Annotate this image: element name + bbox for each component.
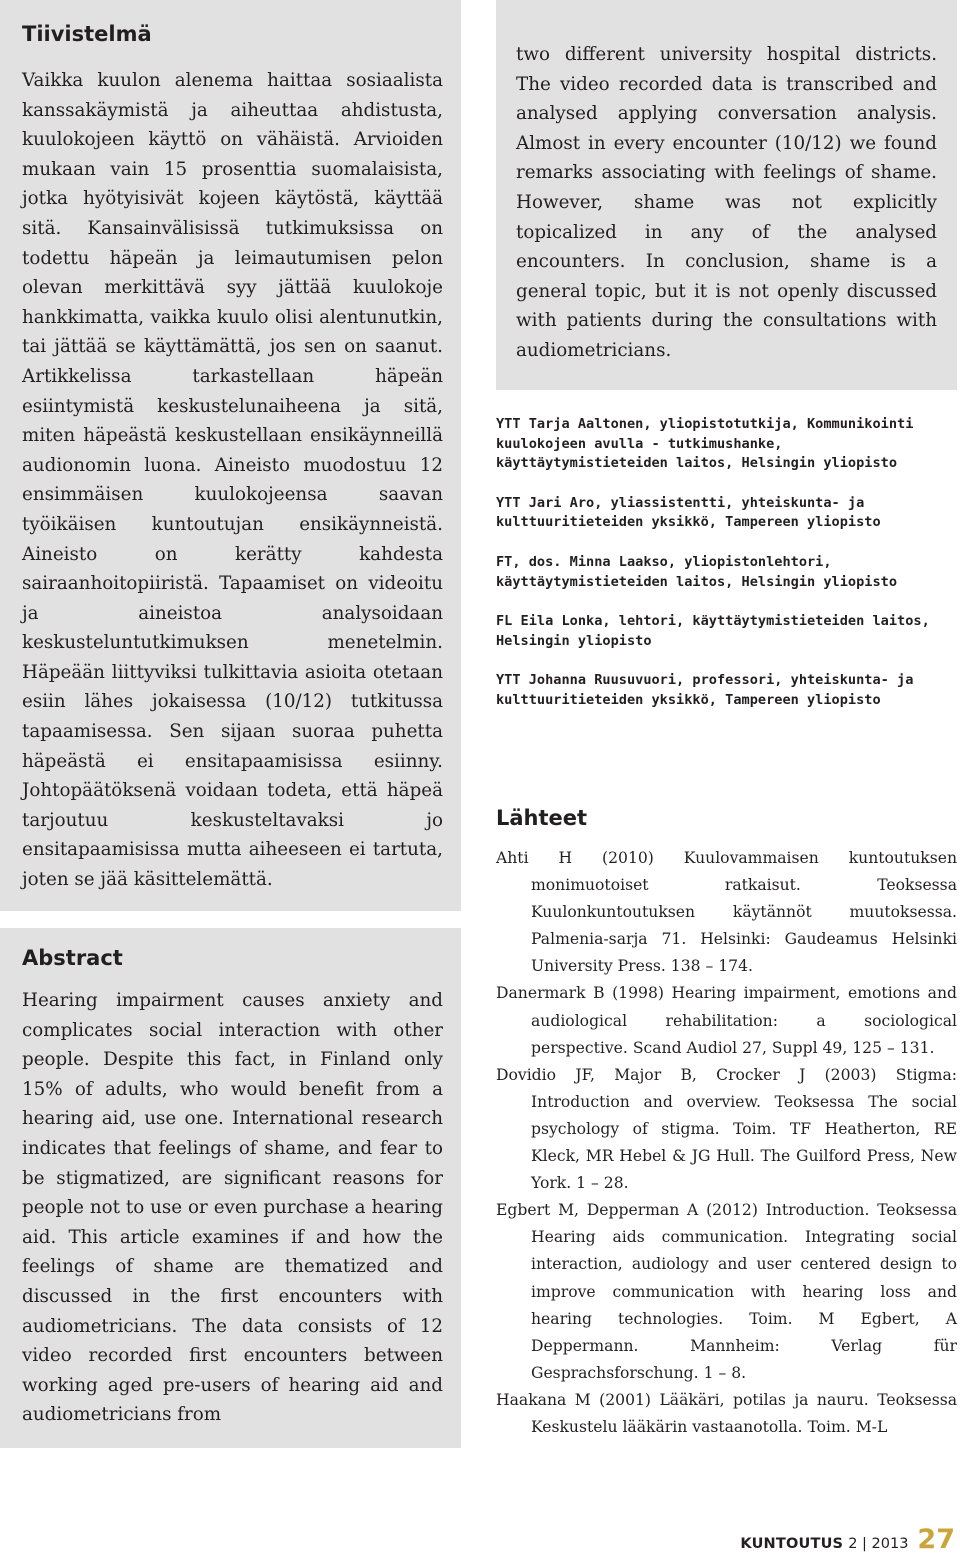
reference-item: Egbert M, Depperman A (2012) Introduction. Teoksessa Hearing aids communication. Integrating social interaction, audiology and user centered design to improve communication with hearing loss and hearing technologies. Toim. M Egbert, A Deppermann. Mannheim: Verlag für Gesprachsforschung. 1 – 8.	[496, 1201, 957, 1382]
reference-item: Ahti H (2010) Kuulovammaisen kuntoutuksen monimuotoiset ratkaisut. Teoksessa Kuulonkuntoutuksen käytännöt muutoksessa. Palmenia-sarja 71. Helsinki: Gaudeamus Helsinki University Press. 138 – 174.	[496, 849, 957, 976]
tiivistelma-box	[0, 0, 461, 911]
abstract-continuation-text: two different university hospital districts. The video recorded data is transcribed and analysed applying conversation analysis. Almost in every encounter (10/12) we found remarks associating with feelings of shame. However, shame was not explicitly topicalized in any of the analysed encounters. In conclusion, shame is a general topic, but it is not openly discussed with patients during the consultations with audiometricians.	[516, 44, 937, 361]
page-footer	[740, 1524, 955, 1555]
tiivistelma-text: Vaikka kuulon alenema haittaa sosiaalista kanssakäymistä ja aiheuttaa ahdistusta, kuulokojeen käyttö on vähäistä. Arvioiden mukaan vain 15 prosenttia suomalaisista, jotka hyötyisivät kojeen käytöstä, käyttää sitä. Kansainvälisissä tutkimuksissa on todettu häpeän ja leimautumisen pelon olevan merkittävä syy jättää kuulokoje hankkimatta, vaikka kuulo olisi alentunutkin, tai jättää se käyttämättä, jos sen on saanut. Artikkelissa tarkastellaan häpeän esiintymistä keskustelunaiheena ja sitä, miten häpeästä keskustellaan ensikäynneillä audionomin luona. Aineisto muodostuu 12 ensimmäisen kuulokojeensa saavan työikäisen kuntoutujan ensikäynneistä. Aineisto on kerätty kahdesta sairaanhoitopiiristä. Tapaamiset on videoitu ja aineistoa analysoidaan keskusteluntutkimuksen menetelmin. Häpeään liittyviksi tulkittavia asioita otetaan esiin lähes jokaisessa (10/12) tutkitussa tapaamisessa. Sen sijaan suoraa puhetta häpeästä ei ensitapaamisissa esiinny. Johtopäätöksenä voidaan todeta, että häpeä tarjoutuu keskusteltavaksi jo ensitapaamisissa mutta aiheeseen ei tartuta, joten se jää käsittelemättä.	[22, 70, 443, 891]
abstract-continuation-box	[496, 0, 957, 390]
reference-item: Dovidio JF, Major B, Crocker J (2003) Stigma: Introduction and overview. Teoksessa The social psychology of stigma. Toim. TF Heatherton, RE Kleck, MR Hebel & JG Hull. The Guilford Press, New York. 1 – 28.	[496, 1065, 957, 1193]
author-entry: YTT Jari Aro, yliassistentti, yhteiskunta- ja kulttuuritieteiden yksikkö, Tampereen yliopisto	[496, 494, 881, 531]
issue-number: 2 | 2013	[848, 1536, 909, 1552]
tiivistelma-heading: Tiivistelmä	[22, 22, 152, 46]
abstract-heading: Abstract	[22, 946, 123, 970]
journal-name: KUNTOUTUS	[740, 1536, 844, 1552]
reference-item: Danermark B (1998) Hearing impairment, emotions and audiological rehabilitation: a sociological perspective. Scand Audiol 27, Suppl 49, 125 – 131.	[496, 984, 957, 1057]
author-entry: FT, dos. Minna Laakso, yliopistonlehtori, käyttäytymistieteiden laitos, Helsingin yliopisto	[496, 553, 898, 590]
author-entry: FL Eila Lonka, lehtori, käyttäytymistieteiden laitos, Helsingin yliopisto	[496, 613, 930, 649]
reference-item: Haakana M (2001) Lääkäri, potilas ja nauru. Teoksessa Keskustelu lääkärin vastaanotolla. Toim. M-L	[496, 1390, 957, 1436]
references-section	[496, 806, 957, 1441]
author-entry: YTT Tarja Aaltonen, yliopistotutkija, Kommunikointi kuulokojeen avulla - tutkimushanke, käyttäytymistieteiden laitos, Helsingin yliopisto	[496, 416, 914, 472]
author-entry: YTT Johanna Ruusuvuori, professori, yhteiskunta- ja kulttuuritieteiden yksikkö, Tampereen yliopisto	[496, 672, 914, 708]
abstract-box	[0, 928, 461, 1448]
page-number: 27	[917, 1524, 955, 1555]
author-list	[496, 415, 946, 731]
references-heading: Lähteet	[496, 806, 588, 830]
abstract-text: Hearing impairment causes anxiety and complicates social interaction with other people. Despite this fact, in Finland only 15% of adults, who would benefit from a hearing aid, use one. International research indicates that feelings of shame, and fear to be stigmatized, are significant reasons for people not to use or even purchase a hearing aid. This article examines if and how the feelings of shame are thematized and discussed in the first encounters with audiometricians. The data consists of 12 video recorded first encounters between working aged pre-users of hearing aid and audiometricians from	[22, 990, 443, 1426]
